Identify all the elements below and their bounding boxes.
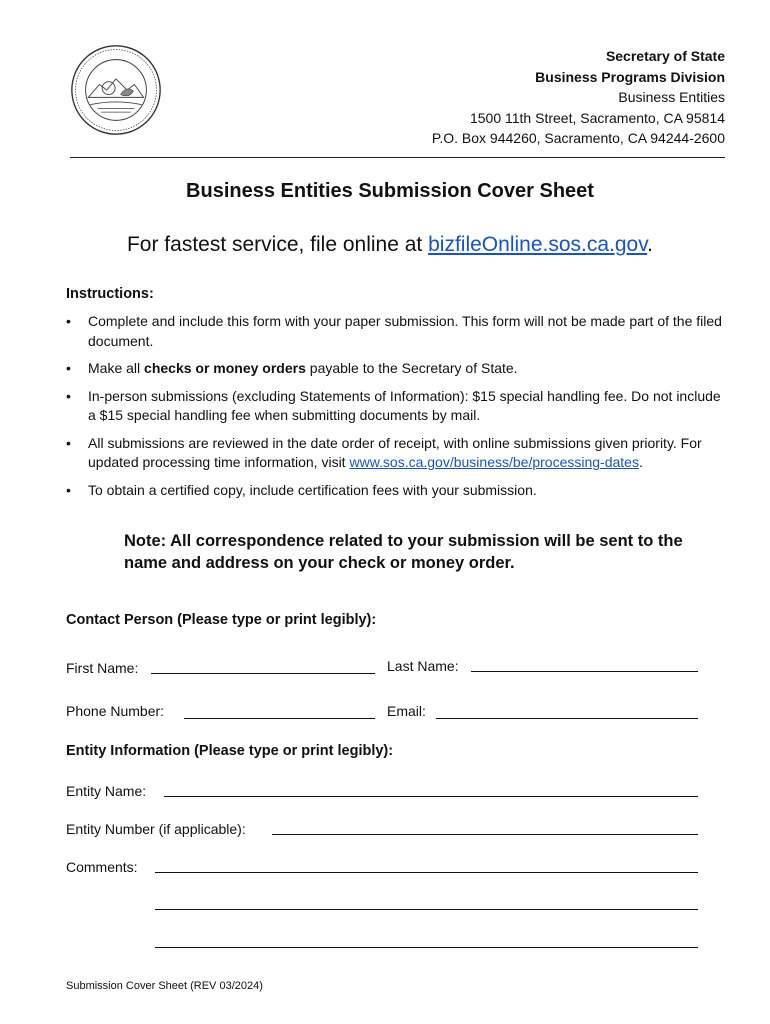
first-name-field[interactable]	[151, 673, 375, 674]
bizfile-online-link[interactable]: bizfileOnline.sos.ca.gov	[428, 233, 648, 256]
entity-number-label: Entity Number (if applicable):	[66, 821, 246, 837]
instruction-text: .	[638, 454, 643, 470]
instruction-item	[66, 359, 730, 379]
form-revision-footer: Submission Cover Sheet (REV 03/2024)	[66, 980, 263, 992]
comments-label: Comments:	[66, 859, 138, 875]
last-name-field[interactable]	[471, 671, 698, 672]
first-name-label: First Name:	[66, 660, 139, 676]
instruction-text: Make all	[88, 360, 145, 376]
fastest-service-line	[0, 233, 770, 257]
instructions-list	[66, 312, 730, 508]
fastest-service-prefix: For fastest service, file online at	[126, 233, 429, 256]
phone-number-field[interactable]	[184, 718, 375, 719]
instruction-item	[66, 387, 730, 426]
division-name: Business Programs Division	[535, 68, 725, 85]
comments-field-line-1[interactable]	[155, 872, 698, 873]
entity-section-heading: Entity Information (Please type or print legibly):	[66, 743, 394, 759]
page-title: Business Entities Submission Cover Sheet	[186, 180, 594, 202]
email-label: Email:	[387, 703, 426, 719]
entity-name-field[interactable]	[164, 796, 698, 797]
last-name-label: Last Name:	[387, 658, 459, 674]
entity-name-label: Entity Name:	[66, 783, 147, 799]
processing-dates-link[interactable]: www.sos.ca.gov/business/be/processing-dates	[349, 454, 639, 470]
instruction-item	[66, 434, 730, 473]
po-box-address: P.O. Box 944260, Sacramento, CA 94244-2600	[431, 130, 725, 146]
instruction-item	[66, 481, 730, 501]
fastest-service-suffix: .	[647, 233, 654, 256]
instruction-text: To obtain a certified copy, include certification fees with your submission.	[88, 481, 537, 498]
comments-field-line-3[interactable]	[155, 947, 698, 948]
entity-number-field[interactable]	[272, 834, 698, 835]
instruction-bold: checks or money orders	[144, 360, 306, 376]
correspondence-note: Note: All correspondence related to your submission will be sent to the name and address on your check or money order.	[124, 532, 683, 572]
agency-address-block	[432, 46, 725, 149]
office-name: Secretary of State	[605, 48, 725, 64]
unit-name: Business Entities	[618, 89, 725, 105]
contact-section-heading: Contact Person (Please type or print legibly):	[66, 612, 377, 628]
instructions-heading: Instructions:	[66, 286, 154, 302]
comments-field-line-2[interactable]	[155, 909, 698, 910]
instruction-text: Complete and include this form with your paper submission. This form will not be made part of the filed document.	[88, 313, 722, 349]
street-address: 1500 11th Street, Sacramento, CA 95814	[469, 109, 725, 126]
email-field[interactable]	[436, 718, 698, 719]
instruction-text: All submissions are reviewed in the date order of receipt, with online submissions given priority. For updated processing time information, visit	[88, 434, 702, 470]
state-seal-icon	[70, 44, 162, 136]
instruction-text: In-person submissions (excluding Statements of Information): $15 special handling fee. Do not include a $15 special handling fee when submitting documents by mail.	[88, 387, 721, 423]
instruction-item	[66, 312, 730, 351]
phone-number-label: Phone Number:	[66, 703, 165, 719]
instruction-text: payable to the Secretary of State.	[305, 360, 518, 376]
header-divider	[70, 157, 725, 158]
